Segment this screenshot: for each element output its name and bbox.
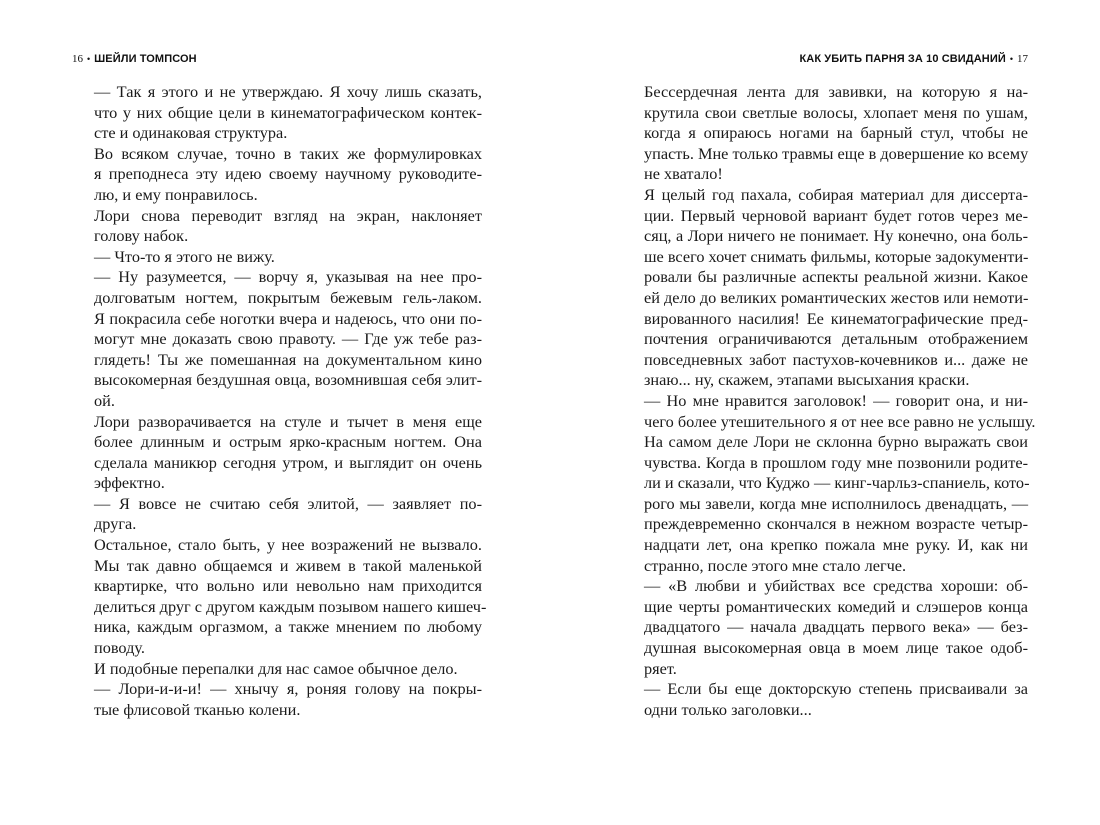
text-line: сте и одинаковая структура. [94,123,288,143]
paragraph [622,679,1028,720]
text-line: ряет. [644,658,677,678]
left-body-text [72,82,487,720]
text-line: не хватало! [644,164,723,184]
right-running-header [799,53,1028,69]
text-line: делиться друг с другом каждым позывом нашего кишеч- [94,596,487,616]
text-line: крутила свои светлые волосы, хлопает меня по ушам, [644,102,1028,122]
text-line: сяц, а Лори ничего не понимает. Ну конечно, она боль- [644,226,1028,246]
paragraph [72,535,487,659]
paragraph [72,412,482,494]
paragraph [72,144,482,206]
text-line: Остальное, стало быть, у нее возражений не вызвало. [94,535,482,555]
text-line: квартирке, что вольно или невольно нам приходится [94,576,482,596]
text-line: эффектно. [94,473,165,493]
right-running-head: КАК УБИТЬ ПАРНЯ ЗА 10 СВИДАНИЙ [799,53,1006,65]
text-line: — Что-то я этого не вижу. [94,246,275,266]
text-line: упасть. Мне только травмы еще в довершение ко всему [644,143,1029,163]
text-line: — Так я этого и не утверждаю. Я хочу лишь сказать, [94,82,482,101]
left-running-header [72,53,197,69]
text-line: Я покрасила себе ноготки вчера и надеюсь, что они по- [94,308,482,328]
text-line: повседневных забот пастухов-кочевников и... даже не [644,349,1028,369]
text-line: поводу. [94,638,145,658]
text-line: Лори разворачивается на стуле и тычет в меня еще [94,411,482,431]
text-line: И подобные перепалки для нас самое обычное дело. [94,658,458,678]
text-line: ции. Первый черновой вариант будет готов через ме- [644,205,1028,225]
paragraph [72,494,482,535]
text-line: друга. [94,514,137,534]
text-line: Во всяком случае, точно в таких же формулировках [94,143,482,163]
paragraph [72,679,482,720]
text-line: более длинным и острым ярко-красным ногтем. Она [94,432,482,452]
text-line: ей дело до великих романтических жестов или немоти- [644,287,1029,307]
paragraph [72,82,482,144]
text-line: Я целый год пахала, собирая материал для диссерта- [644,184,1028,204]
paragraph [72,247,482,268]
text-line: почтения ограничиваются детальным отображением [644,329,1028,349]
header-bullet: • [1009,54,1013,64]
left-page-number: 16 [72,53,83,65]
right-page-number: 17 [1017,53,1028,65]
text-line: щие черты романтических комедий и слэшеров конца [644,596,1028,616]
text-line: — «В любви и убийствах все средства хороши: об- [644,576,1028,596]
right-body-text [622,82,1036,720]
text-line: ше всего хочет снимать фильмы, которые задокументи- [644,246,1029,266]
text-line: ой. [94,390,115,410]
text-line: тые флисовой тканью колени. [94,699,301,719]
paragraph [622,432,1028,576]
text-line: ли и сказали, что Куджо — кинг-чарльз-спаниель, кото- [644,473,1030,493]
paragraph [622,185,1028,391]
text-line: — Ну разумеется, — ворчу я, указывая на нее про- [94,267,482,287]
text-line: что у них общие цели в кинематографическом контек- [94,102,482,122]
text-line: двадцатого — начала двадцать первого века» — без- [644,617,1028,637]
text-line: На самом деле Лори не склонна бурно выражать свои [644,432,1028,452]
text-line: ника, каждым оргазмом, а также мнением по любому [94,617,482,637]
text-line: лю, и ему понравилось. [94,184,258,204]
text-line: когда я опираюсь ногами на барный стул, чтобы не [644,123,1028,143]
paragraph [622,390,1036,432]
text-line: — Но мне нравится заголовок! — говорит она, и ни- [644,390,1028,410]
left-running-head: ШЕЙЛИ ТОМПСОН [94,53,197,65]
text-line: странно, после этого мне стало легче. [644,555,907,575]
text-line: преждевременно скончался в нежном возрасте четыр- [644,514,1028,534]
text-line: чувства. Когда в прошлом году мне позвонили родите- [644,452,1028,472]
text-line: глядеть! Ты же помешанная на документальном кино [94,349,482,369]
text-line: — Я вовсе не считаю себя элитой, — заявляет по- [94,493,482,513]
header-bullet: • [87,54,91,64]
text-line: вированного насилия! Ее кинематографические пред- [644,308,1028,328]
text-line: ровали бы различные аспекты реальной жизни. Какое [644,267,1028,287]
text-line: Мы так давно общаемся и живем в такой маленькой [94,555,482,575]
paragraph [72,206,482,247]
text-line: душная высокомерная овца в моем лице такое одоб- [644,638,1028,658]
text-line: Лори снова переводит взгляд на экран, наклоняет [94,205,482,225]
text-line: голову набок. [94,226,189,246]
text-line: Бессердечная лента для завивки, на которую я на- [644,82,1028,101]
text-line: знаю... ну, скажем, этапами высыхания краски. [644,370,970,390]
text-line: одни только заголовки... [644,699,812,719]
paragraph [72,659,482,680]
text-line: я преподнеса эту идею своему научному руководите- [94,164,482,184]
text-line: — Если бы еще докторскую степень присваивали за [644,679,1028,699]
text-line: долговатым ногтем, покрытым бежевым гель-лаком. [94,287,482,307]
text-line: надцати лет, она крепко пожала мне руку. И, как ни [644,535,1028,555]
text-line: сделала маникюр сегодня утром, и выглядит он очень [94,452,482,472]
text-line: могут мне доказать свою правоту. — Где уж тебе раз- [94,329,482,349]
paragraph [72,267,482,411]
paragraph [622,576,1028,679]
text-line: — Лори-и-и-и! — хнычу я, роняя голову на покры- [94,679,482,699]
text-line: рого мы завели, когда мне исполнилось двенадцать, — [644,493,1028,513]
text-line: высокомерная бездушная овца, возомнившая себя элит- [94,370,482,390]
paragraph [622,82,1028,185]
text-line: чего более утешительного я от нее все равно не услышу. [644,411,1036,431]
